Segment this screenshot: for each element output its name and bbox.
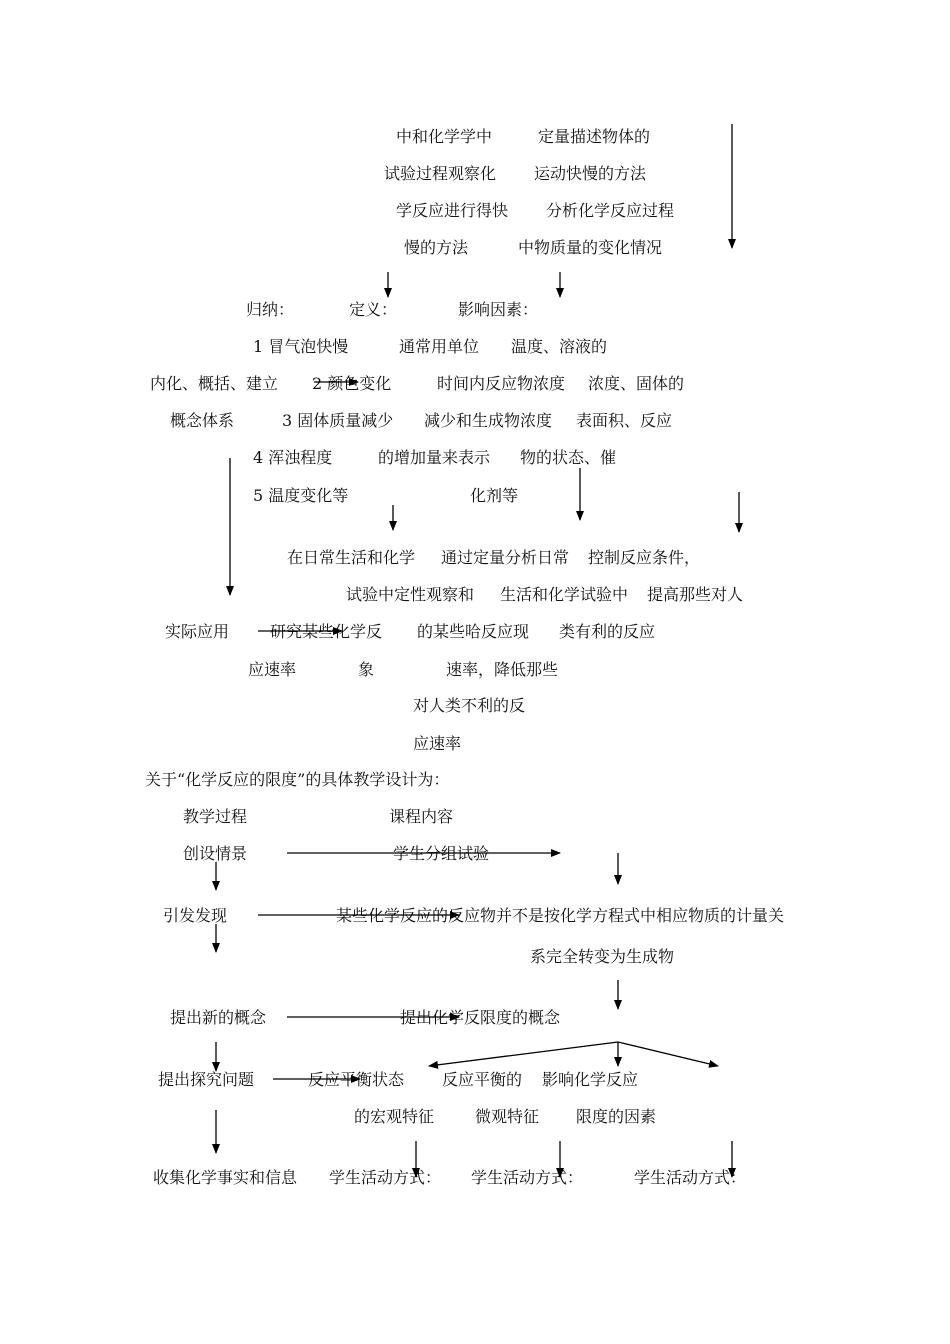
definition-line-2: 时间内反应物浓度 [437, 374, 566, 393]
apply-b-line-1: 通过定量分析日常 [441, 548, 570, 567]
step-5: 收集化学事实和信息 [153, 1168, 298, 1187]
factors-line-5: 化剂等 [470, 486, 519, 505]
header-content: 课程内容 [389, 807, 454, 826]
step-2: 引发发现 [163, 906, 228, 925]
apply-c-line-6: 应速率 [413, 734, 462, 753]
practice-label: 实际应用 [165, 622, 230, 641]
apply-a-line-1: 在日常生活和化学 [287, 548, 416, 567]
activity-3: 学生活动方式： [634, 1168, 747, 1187]
definition-line-4: 的增加量来表示 [378, 448, 491, 467]
step-4: 提出探究问题 [158, 1070, 255, 1089]
branch-macro-line-1: 反应平衡状态 [308, 1070, 405, 1089]
phenomenon-5: 5 温度变化等 [253, 486, 349, 505]
top-right-line-1: 定量描述物体的 [538, 127, 651, 146]
arrow-branch-right [618, 1042, 718, 1066]
top-left-line-3: 学反应进行得快 [396, 201, 509, 220]
step-3: 提出新的概念 [170, 1008, 267, 1027]
phenomenon-3: 3 固体质量减少 [282, 411, 394, 430]
intro-sentence: 关于“化学反应的限度”的具体教学设计为： [145, 770, 450, 789]
top-right-line-2: 运动快慢的方法 [534, 164, 647, 183]
activity-1: 学生活动方式： [329, 1168, 442, 1187]
branch-micro-line-1: 反应平衡的 [442, 1070, 523, 1089]
label-dingyi: 定义： [349, 300, 398, 319]
top-left-line-2: 试验过程观察化 [384, 164, 497, 183]
step-1: 创设情景 [183, 844, 248, 863]
branch-factors-line-1: 影响化学反应 [542, 1070, 639, 1089]
factors-line-3: 表面积、反应 [576, 411, 673, 430]
content-discovery-line-1: 某些化学反应的反应物并不是按化学方程式中相应物质的计量关 [336, 906, 785, 925]
left-side-line-2: 概念体系 [170, 411, 235, 430]
content-group-test: 学生分组试验 [393, 844, 490, 863]
factors-line-2: 浓度、固体的 [588, 374, 685, 393]
apply-a-line-4: 应速率 [248, 660, 297, 679]
arrow-branch-left [429, 1042, 618, 1066]
apply-c-line-1: 控制反应条件， [588, 548, 701, 567]
branch-factors-line-2: 限度的因素 [576, 1107, 657, 1126]
definition-line-3: 减少和生成物浓度 [424, 411, 553, 430]
apply-a-line-3: 研究某些化学反 [270, 622, 383, 641]
header-process: 教学过程 [183, 807, 248, 826]
factors-line-4: 物的状态、催 [520, 448, 617, 467]
activity-2: 学生活动方式： [471, 1168, 584, 1187]
definition-line-1: 通常用单位 [399, 337, 480, 356]
top-right-line-3: 分析化学反应过程 [546, 201, 675, 220]
apply-c-line-4: 速率，降低那些 [446, 660, 559, 679]
apply-a-line-2: 试验中定性观察和 [346, 585, 475, 604]
top-left-line-4: 慢的方法 [404, 238, 469, 257]
left-side-line-1: 内化、概括、建立 [150, 374, 279, 393]
factors-line-1: 温度、溶液的 [511, 337, 608, 356]
apply-c-line-3: 类有利的反应 [559, 622, 656, 641]
label-guina: 归纳： [246, 300, 295, 319]
top-right-line-4: 中物质量的变化情况 [518, 238, 663, 257]
apply-c-line-2: 提高那些对人 [647, 585, 744, 604]
phenomenon-4: 4 浑浊程度 [253, 448, 333, 467]
apply-c-line-5: 对人类不利的反 [413, 696, 526, 715]
apply-b-line-4: 象 [358, 660, 375, 679]
content-concept: 提出化学反限度的概念 [400, 1008, 561, 1027]
top-left-line-1: 中和化学学中 [396, 127, 493, 146]
content-discovery-line-2: 系完全转变为生成物 [530, 947, 675, 966]
branch-macro-line-2: 的宏观特征 [354, 1107, 435, 1126]
apply-b-line-3: 的某些哈反应现 [417, 622, 530, 641]
phenomenon-1: 1 冒气泡快慢 [253, 337, 349, 356]
branch-micro-line-2: 微观特征 [475, 1107, 540, 1126]
phenomenon-2: 2 颜色变化 [312, 374, 392, 393]
apply-b-line-2: 生活和化学试验中 [500, 585, 629, 604]
label-yingxiang: 影响因素： [458, 300, 539, 319]
